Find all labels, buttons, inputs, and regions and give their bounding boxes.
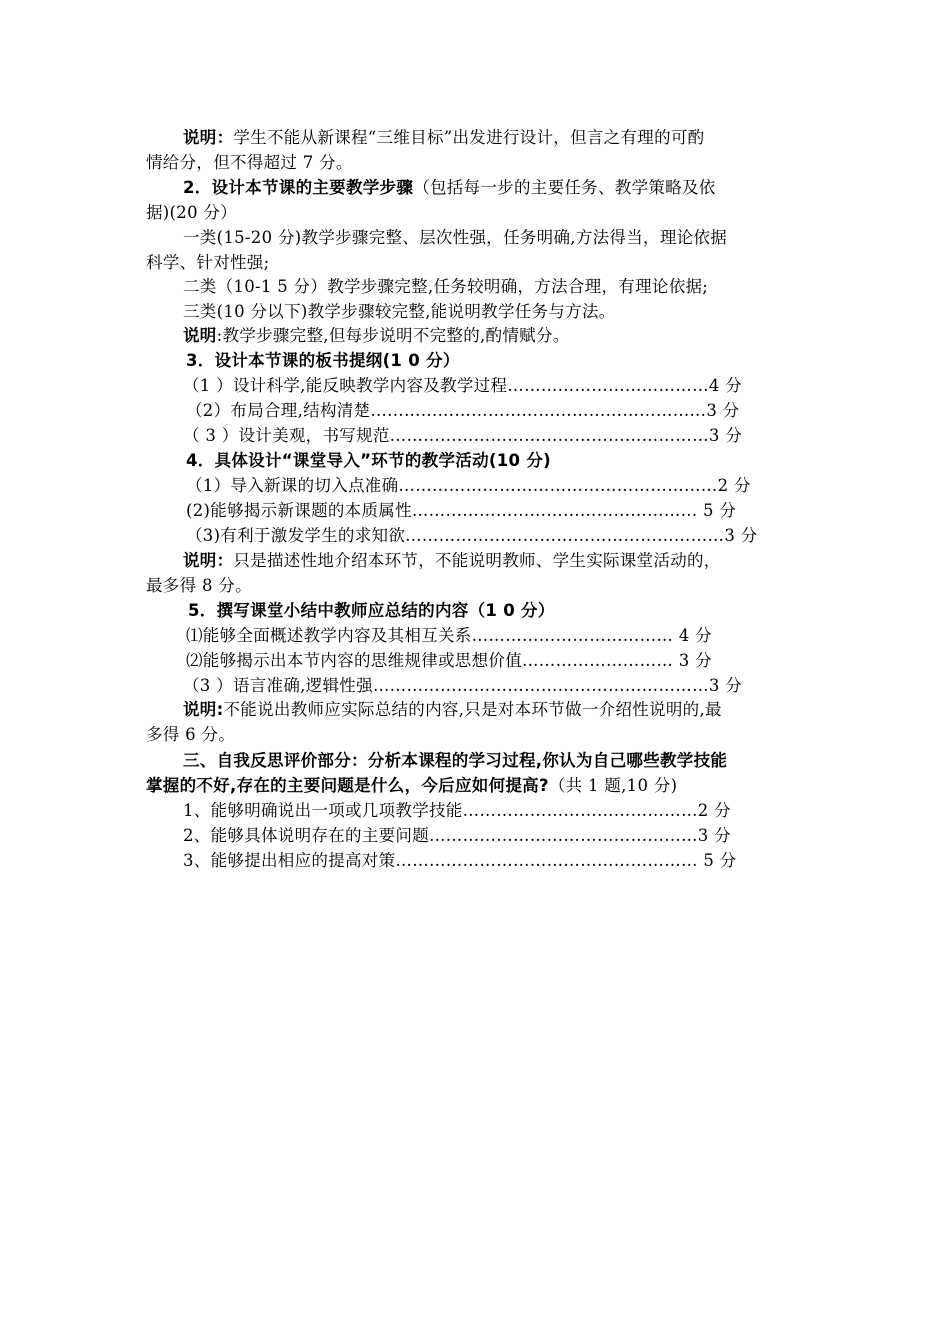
sec1-note-line1 (183, 127, 704, 149)
sec5-note-line2: 多得 6 分。 (146, 725, 236, 744)
sec2-heading-line2: 据)(20 分） (146, 203, 238, 222)
part3-heading-score: （共 1 题,10 分) (548, 776, 678, 795)
sec2-class3: 三类(10 分以下)教学步骤较完整,能说明教学任务与方法。 (183, 302, 616, 321)
sec2-note (183, 325, 570, 347)
sec5-heading: 5．撰写课堂小结中教师应总结的内容（1 0 分） (188, 601, 555, 620)
sec3-item-2: （2）布局合理,结构清楚……………………………………………………3 分 (186, 401, 740, 420)
sec4-heading: 4．具体设计“课堂导入”环节的教学活动(10 分) (186, 451, 551, 470)
sec3-item-3: （ 3 ）设计美观，书写规范…………………………………………………3 分 (183, 426, 743, 445)
sec2-heading-rest: （包括每一步的主要任务、教学策略及依 (413, 178, 716, 197)
sec2-class2: 二类（10-1 5 分）教学步骤完整,任务较明确，方法合理，有理论依据; (183, 277, 709, 296)
note-text: 不能说出教师应实际总结的内容,只是对本环节做一介绍性说明的,最 (223, 700, 722, 719)
sec2-class1-line2: 科学、针对性强; (146, 253, 270, 272)
part3-item-2: 2、能够具体说明存在的主要问题…………………………………………3 分 (183, 826, 731, 845)
sec5-note-line1 (183, 699, 722, 721)
sec5-item-3: （3 ）语言准确,逻辑性强……………………………………………………3 分 (183, 676, 743, 695)
note-label: 说明: (183, 700, 224, 719)
sec2-heading-line1 (183, 177, 716, 199)
note-label: 说明： (183, 551, 234, 570)
sec4-item-3: （3)有利于激发学生的求知欲…………………………………………………3 分 (186, 526, 758, 545)
sec4-item-1: （1）导入新课的切入点准确…………………………………………………2 分 (186, 476, 751, 495)
sec4-item-2: (2)能够揭示新课题的本质属性…………………………………………… 5 分 (186, 501, 737, 520)
sec3-heading: 3．设计本节课的板书提纲(1 0 分） (186, 351, 460, 370)
sec4-note-line2: 最多得 8 分。 (146, 576, 252, 595)
part3-item-3: 3、能够提出相应的提高对策……………………………………………… 5 分 (183, 851, 737, 870)
sec1-note-line2: 情给分，但不得超过 7 分。 (146, 153, 353, 172)
sec3-item-1: （1 ）设计科学,能反映教学内容及教学过程………………………………4 分 (183, 376, 743, 395)
part3-item-1: 1、能够明确说出一项或几项教学技能……………………………………2 分 (183, 801, 731, 820)
sec4-note-line1 (183, 550, 721, 572)
note-label: 说明： (183, 128, 234, 147)
note-text: 学生不能从新课程“三维目标”出发进行设计，但言之有理的可酌 (233, 128, 705, 147)
note-label: 说明 (183, 326, 217, 345)
note-text: 只是描述性地介绍本环节，不能说明教师、学生实际课堂活动的， (233, 551, 721, 570)
sec2-heading: 2．设计本节课的主要教学步骤 (183, 178, 414, 197)
sec2-class1-line1: 一类(15-20 分)教学步骤完整、层次性强，任务明确,方法得当，理论依据 (183, 228, 728, 247)
sec5-item-1: ⑴能够全面概述教学内容及其相互关系……………………………… 4 分 (186, 626, 712, 645)
part3-heading-question: 掌握的不好,存在的主要问题是什么，今后应如何提高? (146, 776, 549, 795)
part3-heading-line2 (146, 775, 677, 797)
note-text: :教学步骤完整,但每步说明不完整的,酌情赋分。 (216, 326, 570, 345)
sec5-item-2: ⑵能够揭示出本节内容的思维规律或思想价值……………………… 3 分 (186, 651, 712, 670)
part3-heading-line1: 三、自我反思评价部分：分析本课程的学习过程,你认为自己哪些教学技能 (183, 751, 728, 770)
